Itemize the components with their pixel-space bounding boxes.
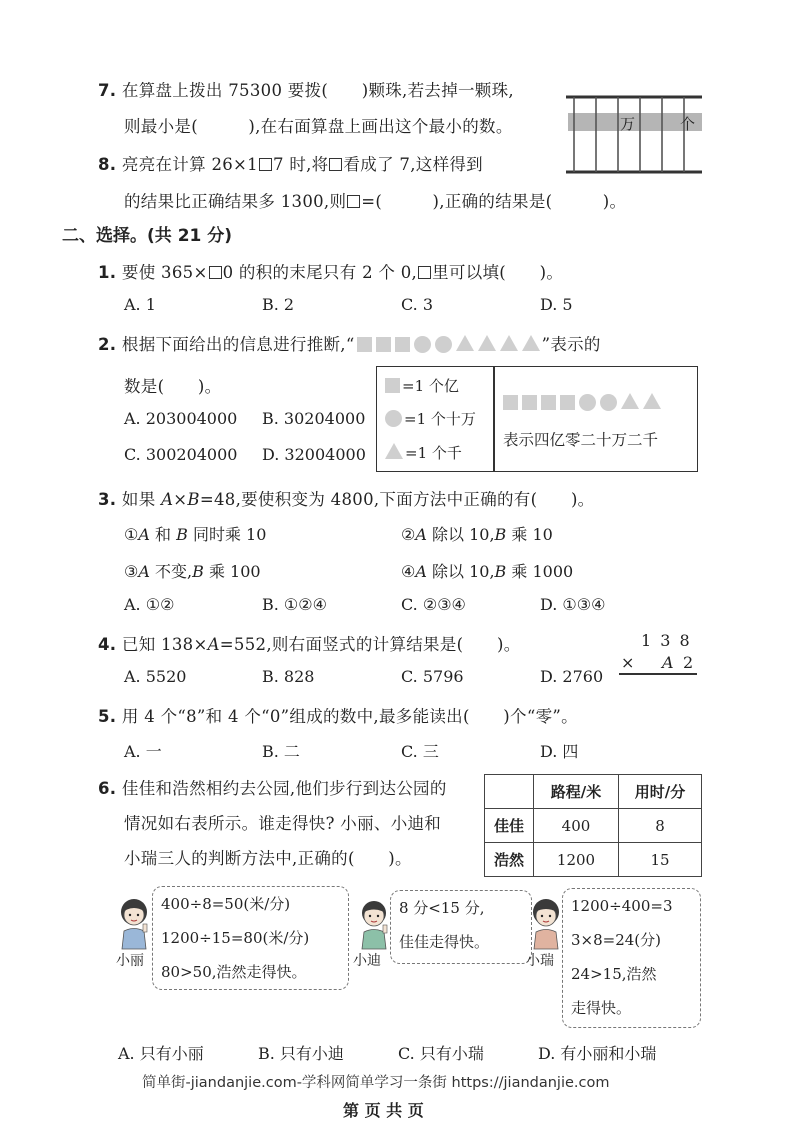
gray-square-icon bbox=[541, 395, 556, 410]
example-caption: 表示四亿零二十万二千 bbox=[503, 431, 659, 449]
vertical-calc-times: × bbox=[621, 653, 635, 672]
c2-option-a[interactable]: A. 203004000 bbox=[124, 409, 238, 428]
speed-table bbox=[484, 774, 702, 877]
c1-option-d[interactable]: D. 5 bbox=[540, 295, 573, 314]
c6-option-b[interactable]: B. 只有小迪 bbox=[258, 1044, 344, 1063]
c5-option-a[interactable]: A. 一 bbox=[124, 742, 162, 761]
gray-circle-icon bbox=[600, 394, 617, 411]
square-box-icon bbox=[209, 266, 222, 279]
c3-option-c[interactable]: C. ②③④ bbox=[401, 595, 466, 614]
xiaodi-name: 小迪 bbox=[353, 953, 381, 969]
xiaoli-name: 小丽 bbox=[116, 953, 144, 969]
xiaoli-line3: 80>50,浩然走得快。 bbox=[161, 963, 307, 981]
vertical-calc-2: 2 bbox=[683, 653, 694, 672]
legend-shiwan: =1 个十万 bbox=[383, 408, 476, 429]
c4-option-d[interactable]: D. 2760 bbox=[540, 667, 604, 686]
table-cell: 8 bbox=[619, 809, 702, 843]
c3-method-1: ①A 和 B 同时乘 10 bbox=[124, 525, 267, 544]
c3-option-a[interactable]: A. ①② bbox=[124, 595, 175, 614]
gray-square-icon bbox=[560, 395, 575, 410]
gray-triangle-icon bbox=[385, 443, 403, 459]
example-shapes bbox=[501, 393, 663, 412]
table-row-name: 浩然 bbox=[485, 843, 534, 877]
girl-avatar-icon bbox=[112, 895, 156, 951]
watermark-text: 简单街-jiandanjie.com-学科网简单学习一条街 https://jiandanjie.com bbox=[142, 1075, 610, 1091]
xiaodi-line2: 佳佳走得快。 bbox=[399, 933, 490, 951]
table-header-distance: 路程/米 bbox=[534, 775, 619, 809]
c2-line1: 2. 根据下面给出的信息进行推断,“ ”表示的 bbox=[98, 335, 601, 354]
c6-line2: 情况如右表所示。谁走得快? 小丽、小迪和 bbox=[124, 814, 442, 833]
vertical-calc-line bbox=[619, 673, 697, 675]
xiaorui-line4: 走得快。 bbox=[571, 999, 632, 1017]
c1-question: 1. 要使 365× 0 的积的末尾只有 2 个 0, 里可以填( )。 bbox=[98, 263, 564, 282]
xiaorui-line1: 1200÷400=3 bbox=[571, 897, 673, 915]
abacus-label-ge: 个 bbox=[680, 115, 696, 133]
xiaodi-line1: 8 分<15 分, bbox=[399, 899, 485, 917]
c2-option-d[interactable]: D. 32004000 bbox=[262, 445, 366, 464]
xiaorui-line2: 3×8=24(分) bbox=[571, 931, 662, 949]
c4-option-c[interactable]: C. 5796 bbox=[401, 667, 464, 686]
c2-option-b[interactable]: B. 30204000 bbox=[262, 409, 366, 428]
table-row-name: 佳佳 bbox=[485, 809, 534, 843]
vertical-calc-a: A bbox=[662, 653, 674, 672]
vertical-calc-top: 1 3 8 bbox=[641, 631, 692, 650]
xiaorui-bubble bbox=[562, 888, 701, 1028]
xiaodi-bubble bbox=[390, 890, 532, 964]
gray-triangle-icon bbox=[500, 335, 518, 351]
section-title: 二、选择。(共 21 分) bbox=[62, 226, 233, 246]
c6-line1: 6. 佳佳和浩然相约去公园,他们步行到达公园的 bbox=[98, 779, 447, 798]
c4-question: 4. 已知 138×A=552,则右面竖式的计算结果是( )。 bbox=[98, 635, 521, 654]
gray-square-icon bbox=[376, 337, 391, 352]
gray-triangle-icon bbox=[643, 393, 661, 409]
c3-method-4: ④A 除以 10,B 乘 1000 bbox=[401, 562, 574, 581]
table-cell: 15 bbox=[619, 843, 702, 877]
q8-line1: 8. 亮亮在计算 26×1 7 时,将 看成了 7,这样得到 bbox=[98, 155, 483, 174]
gray-triangle-icon bbox=[621, 393, 639, 409]
gray-triangle-icon bbox=[478, 335, 496, 351]
legend-qian: =1 个千 bbox=[383, 442, 462, 463]
gray-triangle-icon bbox=[522, 335, 540, 351]
square-box-icon bbox=[329, 158, 342, 171]
gray-square-icon bbox=[385, 378, 400, 393]
square-box-icon bbox=[418, 266, 431, 279]
c3-method-2: ②A 除以 10,B 乘 10 bbox=[401, 525, 553, 544]
table-header-blank bbox=[485, 775, 534, 809]
table-cell: 400 bbox=[534, 809, 619, 843]
abacus-label-wan: 万 bbox=[620, 115, 636, 133]
c2-line2: 数是( )。 bbox=[124, 377, 222, 396]
legend-yi: =1 个亿 bbox=[383, 375, 459, 396]
gray-circle-icon bbox=[579, 394, 596, 411]
square-box-icon bbox=[259, 158, 272, 171]
q7-line2: 则最小是( ),在右面算盘上画出这个最小的数。 bbox=[124, 117, 513, 136]
info-box-divider bbox=[493, 367, 495, 471]
c4-option-b[interactable]: B. 828 bbox=[262, 667, 315, 686]
q7-line1: 7. 在算盘上拨出 75300 要拨( )颗珠,若去掉一颗珠, bbox=[98, 81, 514, 100]
c1-option-a[interactable]: A. 1 bbox=[124, 295, 156, 314]
table-cell: 1200 bbox=[534, 843, 619, 877]
gray-square-icon bbox=[522, 395, 537, 410]
c6-line3: 小瑞三人的判断方法中,正确的( )。 bbox=[124, 849, 412, 868]
c1-option-c[interactable]: C. 3 bbox=[401, 295, 434, 314]
q8-line2: 的结果比正确结果多 1300,则 =( ),正确的结果是( )。 bbox=[124, 192, 627, 211]
gray-circle-icon bbox=[385, 410, 402, 427]
gray-square-icon bbox=[357, 337, 372, 352]
table-header-time: 用时/分 bbox=[619, 775, 702, 809]
c3-question: 3. 如果 A×B=48,要使积变为 4800,下面方法中正确的有( )。 bbox=[98, 490, 595, 509]
c3-method-3: ③A 不变,B 乘 100 bbox=[124, 562, 261, 581]
gray-triangle-icon bbox=[456, 335, 474, 351]
c6-option-d[interactable]: D. 有小丽和小瑞 bbox=[538, 1044, 657, 1063]
c5-option-b[interactable]: B. 二 bbox=[262, 742, 300, 761]
c5-option-c[interactable]: C. 三 bbox=[401, 742, 439, 761]
c1-option-b[interactable]: B. 2 bbox=[262, 295, 295, 314]
c3-option-d[interactable]: D. ①③④ bbox=[540, 595, 606, 614]
gray-square-icon bbox=[395, 337, 410, 352]
xiaoli-line1: 400÷8=50(米/分) bbox=[161, 895, 291, 913]
c6-option-c[interactable]: C. 只有小瑞 bbox=[398, 1044, 484, 1063]
c2-option-c[interactable]: C. 300204000 bbox=[124, 445, 238, 464]
xiaoli-line2: 1200÷15=80(米/分) bbox=[161, 929, 310, 947]
c5-option-d[interactable]: D. 四 bbox=[540, 742, 579, 761]
c5-question: 5. 用 4 个“8”和 4 个“0”组成的数中,最多能读出( )个“零”。 bbox=[98, 707, 578, 726]
page-footer: 第 页 共 页 bbox=[343, 1101, 424, 1120]
xiaorui-line3: 24>15,浩然 bbox=[571, 965, 657, 983]
c4-option-a[interactable]: A. 5520 bbox=[124, 667, 187, 686]
square-box-icon bbox=[347, 195, 360, 208]
gray-circle-icon bbox=[414, 336, 431, 353]
c6-option-a[interactable]: A. 只有小丽 bbox=[118, 1044, 204, 1063]
c2-info-box bbox=[376, 366, 698, 472]
xiaoli-bubble bbox=[152, 886, 349, 990]
gray-square-icon bbox=[503, 395, 518, 410]
xiaorui-name: 小瑞 bbox=[526, 953, 554, 969]
c3-option-b[interactable]: B. ①②④ bbox=[262, 595, 327, 614]
gray-circle-icon bbox=[435, 336, 452, 353]
